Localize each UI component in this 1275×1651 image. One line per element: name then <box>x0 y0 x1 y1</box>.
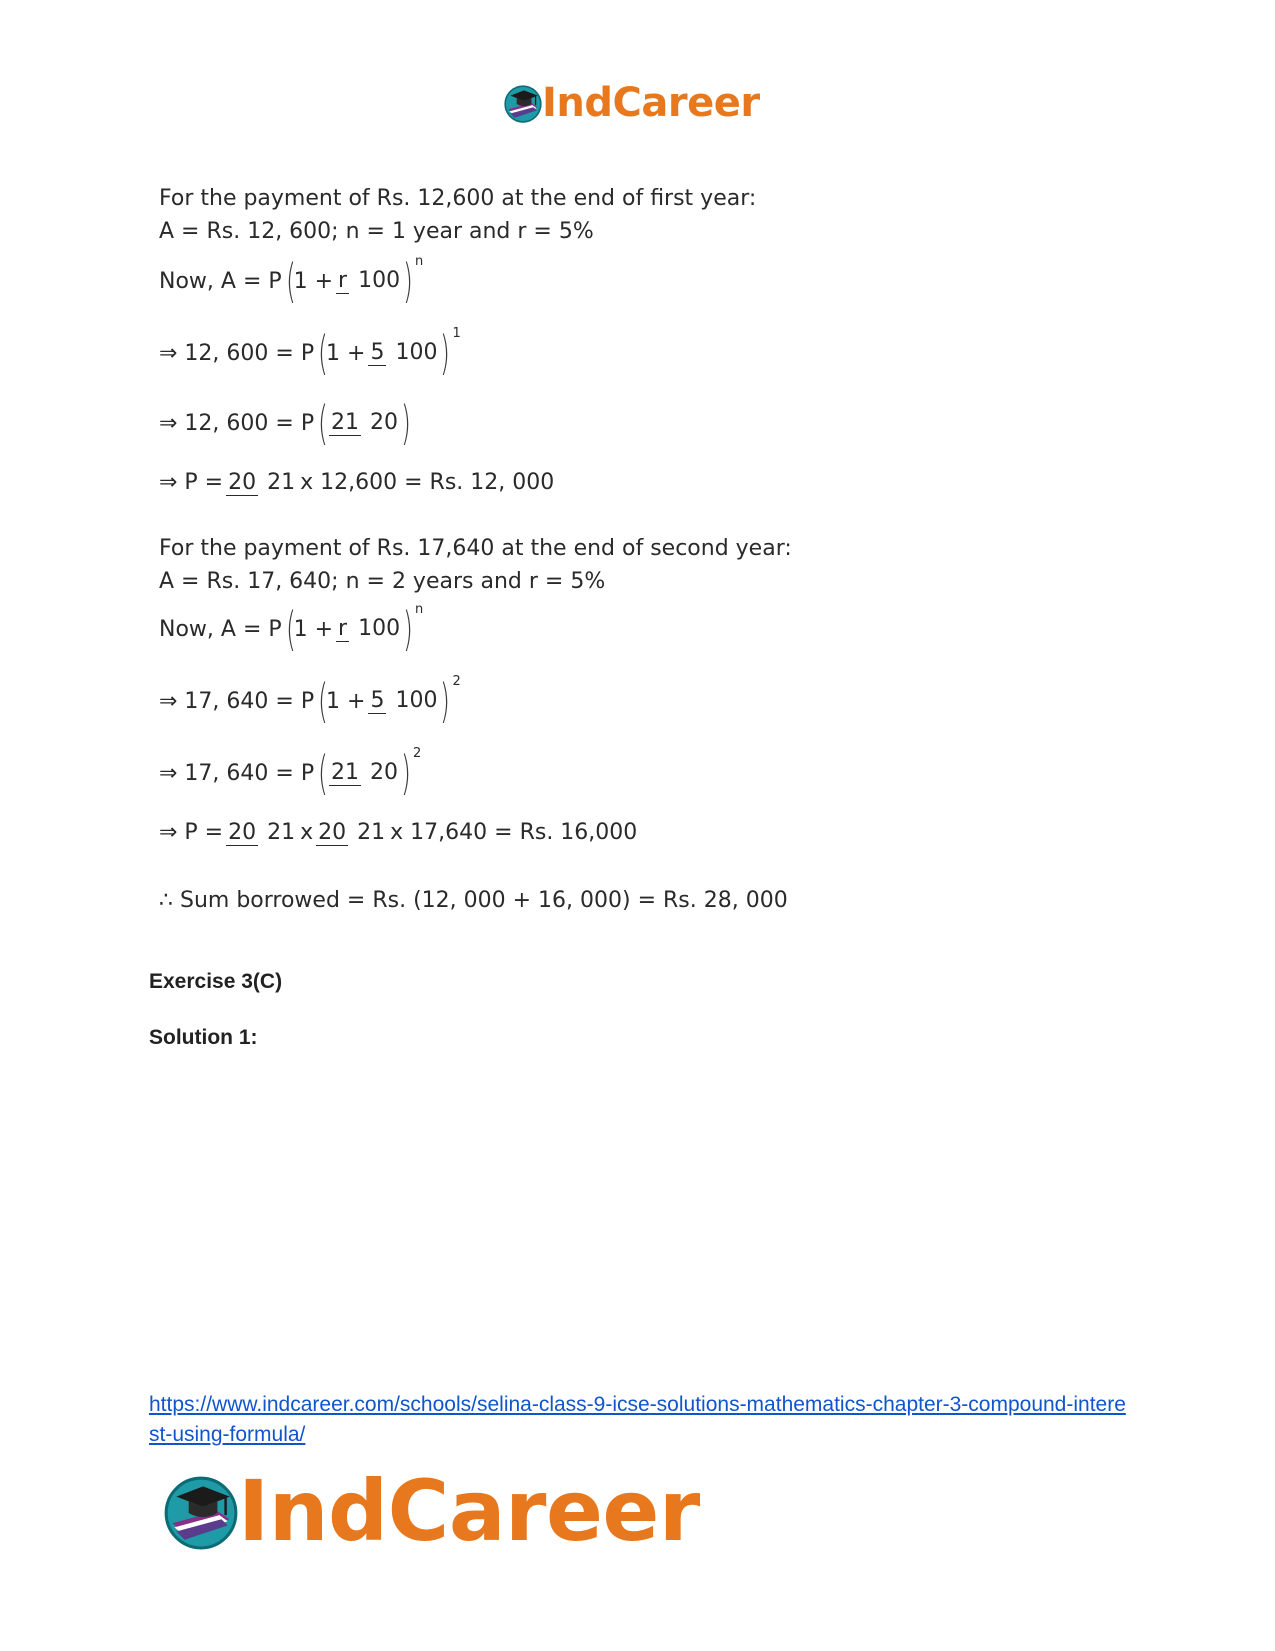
numerator: 21 <box>331 410 360 436</box>
fraction <box>226 821 297 844</box>
denominator: 21 <box>267 819 296 845</box>
denominator: 20 <box>370 760 399 786</box>
denominator: 100 <box>358 616 401 642</box>
denominator: 20 <box>370 410 399 436</box>
part1-step1: ⇒ 12, 600 = P ( 1 + 5 100 ) 1 <box>159 326 461 380</box>
denominator: 21 <box>267 469 296 495</box>
denominator: 21 <box>357 819 386 845</box>
numerator: 5 <box>370 688 385 714</box>
part1-formula: Now, A = P ( 1 + r 100 ) n <box>159 254 424 308</box>
eq-prefix: Now, A = P <box>159 268 282 294</box>
part1-step3 <box>159 470 554 495</box>
exponent: 1 <box>452 326 461 341</box>
fraction <box>368 689 439 712</box>
exponent: n <box>415 254 424 269</box>
exponent: 2 <box>452 674 461 689</box>
denominator: 100 <box>358 268 401 294</box>
eq-one: 1 + <box>326 688 366 714</box>
part2-step2: ⇒ 17, 640 = P ( 21 20 ) 2 <box>159 746 422 800</box>
fraction <box>336 617 402 640</box>
numerator: 20 <box>318 819 347 845</box>
part2-formula: Now, A = P ( 1 + r 100 ) n <box>159 602 424 656</box>
eq-prefix: ⇒ 12, 600 = P <box>159 410 315 436</box>
part1-given: A = Rs. 12, 600; n = 1 year and r = 5% <box>159 219 594 244</box>
eq-prefix: ⇒ 17, 640 = P <box>159 688 315 714</box>
eq-prefix: Now, A = P <box>159 616 282 642</box>
fraction <box>329 411 400 434</box>
eq-prefix: ⇒ 12, 600 = P <box>159 340 315 366</box>
numerator: 20 <box>228 469 257 495</box>
numerator: r <box>338 268 348 294</box>
part1-step2: ⇒ 12, 600 = P ( 21 20 ) <box>159 396 411 450</box>
part2-given: A = Rs. 17, 640; n = 2 years and r = 5% <box>159 569 606 594</box>
part2-intro: For the payment of Rs. 17,640 at the end of second year: <box>159 536 792 561</box>
eq-prefix: ⇒ P = <box>159 470 224 495</box>
fraction <box>329 761 400 784</box>
numerator: 20 <box>228 819 257 845</box>
brand-wordmark: IndCareer <box>542 80 760 126</box>
fraction <box>316 821 387 844</box>
fraction <box>368 341 439 364</box>
denominator: 100 <box>395 688 438 714</box>
source-link[interactable]: https://www.indcareer.com/schools/selina-class-9-icse-solutions-mathematics-chapter-3-compound-interest-using-formula/ <box>149 1393 1126 1446</box>
brand-wordmark: IndCareer <box>238 1462 700 1560</box>
fraction <box>336 269 402 292</box>
part2-step3 <box>159 820 637 845</box>
eq-prefix: ⇒ 17, 640 = P <box>159 760 315 786</box>
denominator: 100 <box>395 340 438 366</box>
footer-logo <box>160 1462 700 1560</box>
exponent: 2 <box>413 746 422 761</box>
eq-suffix: x 12,600 = Rs. 12, 000 <box>300 470 555 495</box>
eq-prefix: ⇒ P = <box>159 820 224 845</box>
times-sign: x <box>300 820 314 845</box>
conclusion: ∴ Sum borrowed = Rs. (12, 000 + 16, 000) = Rs. 28, 000 <box>159 888 788 913</box>
exercise-heading: Exercise 3(C) <box>149 970 283 993</box>
exponent: n <box>415 602 424 617</box>
part1-intro: For the payment of Rs. 12,600 at the end of first year: <box>159 186 757 211</box>
eq-one: 1 + <box>326 340 366 366</box>
part2-step1: ⇒ 17, 640 = P ( 1 + 5 100 ) 2 <box>159 674 461 728</box>
fraction <box>226 471 297 494</box>
eq-one: 1 + <box>293 268 334 294</box>
numerator: r <box>338 616 348 642</box>
solution-heading: Solution 1: <box>149 1026 258 1049</box>
eq-one: 1 + <box>293 616 334 642</box>
graduation-cap-book-globe-icon <box>160 1470 242 1552</box>
numerator: 21 <box>331 760 360 786</box>
eq-suffix: x 17,640 = Rs. 16,000 <box>390 820 638 845</box>
numerator: 5 <box>370 340 385 366</box>
